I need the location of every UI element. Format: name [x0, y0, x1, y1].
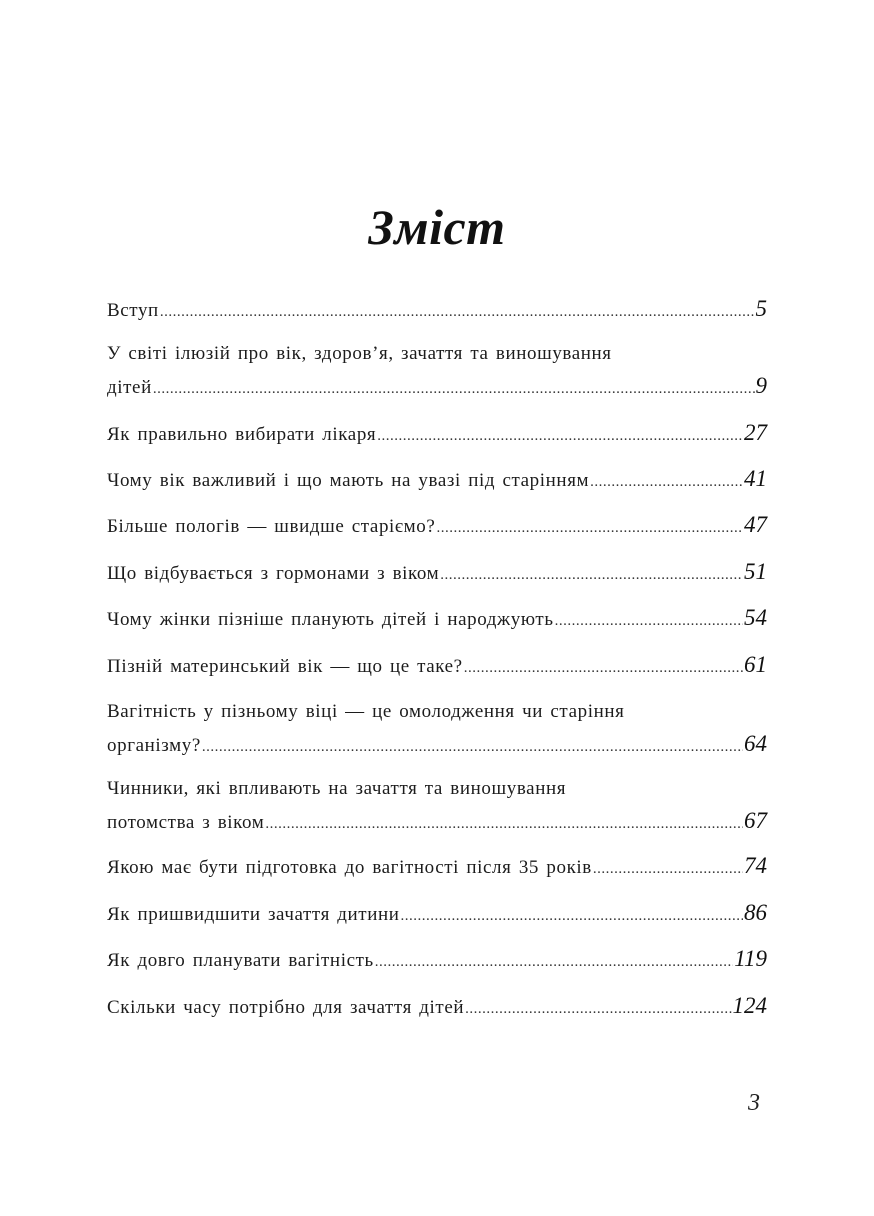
toc-entry-title: Чому вік важливий і що мають на увазі під старінням	[107, 470, 590, 491]
toc-entry-page: 67	[744, 808, 767, 833]
toc-entry-page: 61	[744, 652, 767, 677]
dot-leader	[202, 731, 743, 763]
dot-leader	[153, 373, 755, 405]
toc-entry-page: 86	[744, 900, 767, 925]
toc-entry[interactable]	[107, 943, 767, 975]
toc-entry-title: Що відбувається з гормонами з віком	[107, 563, 440, 584]
dot-leader	[555, 605, 743, 637]
toc-entry-title: потомства з віком	[107, 812, 265, 833]
toc-entry-page: 5	[755, 296, 767, 321]
toc-entry-page: 27	[744, 420, 767, 445]
toc-entry[interactable]	[107, 293, 767, 325]
toc-entry-page: 74	[744, 853, 767, 878]
toc-entry-title: Скільки часу потрібно для зачаття дітей	[107, 997, 465, 1018]
dot-leader	[377, 420, 743, 452]
toc-entry-page: 9	[755, 373, 767, 398]
toc-entry-page: 119	[734, 946, 767, 971]
toc-entry-title: Як довго планувати вагітність	[107, 950, 374, 971]
toc-entry-page: 41	[744, 466, 767, 491]
toc-entry-title: Як пришвидшити зачаття дитини	[107, 904, 400, 925]
toc-entry-title: Більше пологів — швидше старіємо?	[107, 516, 436, 537]
toc-entry[interactable]	[107, 417, 767, 449]
dot-leader	[590, 466, 743, 498]
toc-entry[interactable]	[107, 556, 767, 588]
toc-entry[interactable]	[107, 338, 767, 402]
toc-entry[interactable]	[107, 509, 767, 541]
toc-entry[interactable]	[107, 696, 767, 760]
toc-entry[interactable]	[107, 649, 767, 681]
toc-entry-title-line1: Чинники, які впливають на зачаття та виношування	[107, 778, 567, 799]
toc-entry-title: Вступ	[107, 300, 159, 321]
dot-leader	[464, 652, 743, 684]
dot-leader	[265, 808, 743, 840]
dot-leader	[401, 900, 743, 932]
toc-entry-title-line1: У світі ілюзій про вік, здоров’я, зачаття та виношування	[107, 343, 612, 364]
dot-leader	[160, 296, 755, 328]
dot-leader	[593, 853, 743, 885]
toc-entry-title: організму?	[107, 735, 201, 756]
toc-entry-page: 124	[732, 993, 767, 1018]
toc-entry-title: Чому жінки пізніше планують дітей і народжують	[107, 609, 554, 630]
toc-entry-title: дітей	[107, 377, 152, 398]
toc-entry-title: Як правильно вибирати лікаря	[107, 424, 377, 445]
dot-leader	[436, 512, 743, 544]
toc-entry[interactable]	[107, 897, 767, 929]
toc-entry-title: Пізній материнський вік — що це таке?	[107, 656, 463, 677]
dot-leader	[375, 946, 733, 978]
toc-entry[interactable]	[107, 773, 767, 837]
toc-entry-title-line1: Вагітність у пізньому віці — це омолодження чи старіння	[107, 701, 625, 722]
toc-entry[interactable]	[107, 850, 767, 882]
toc-entry[interactable]	[107, 463, 767, 495]
toc-entry-page: 47	[744, 512, 767, 537]
toc-entry[interactable]	[107, 990, 767, 1022]
toc-entry[interactable]	[107, 602, 767, 634]
toc-entry-page: 54	[744, 605, 767, 630]
toc-entry-page: 64	[744, 731, 767, 756]
page-title: Зміст	[368, 198, 506, 255]
dot-leader	[465, 993, 731, 1025]
toc-entry-title: Якою має бути підготовка до вагітності після 35 років	[107, 857, 592, 878]
dot-leader	[440, 559, 743, 591]
page-number: 3	[748, 1090, 760, 1116]
toc-entry-page: 51	[744, 559, 767, 584]
